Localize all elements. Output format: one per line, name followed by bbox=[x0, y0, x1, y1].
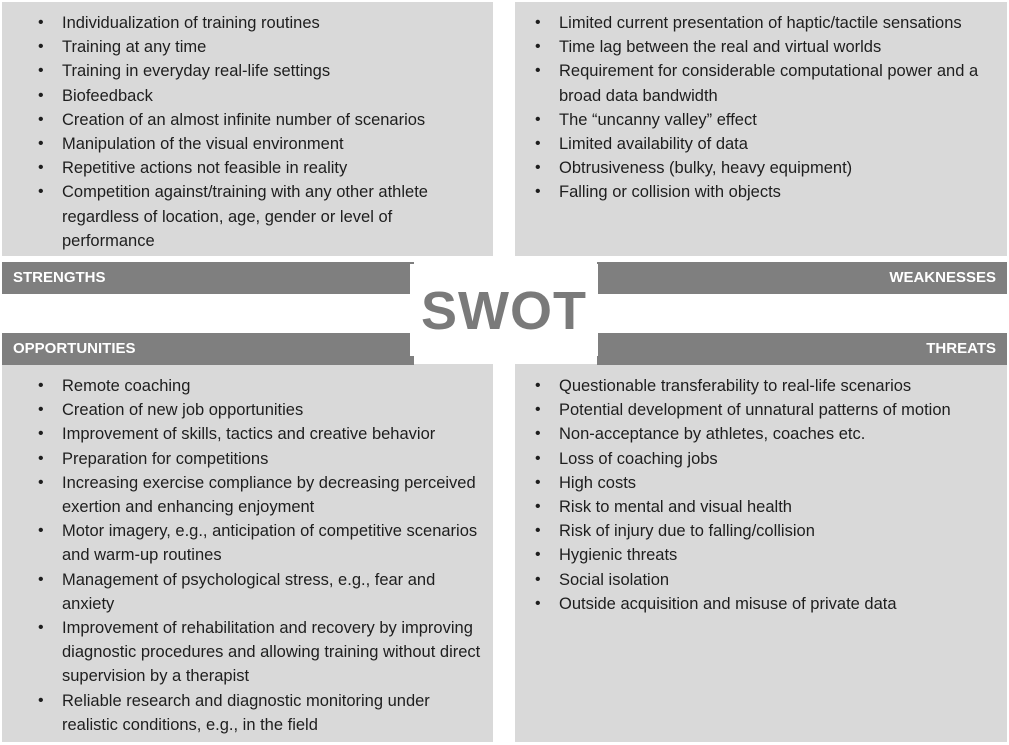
weaknesses-panel bbox=[515, 2, 1007, 256]
list-item: • Limited availability of data bbox=[535, 132, 997, 156]
opportunities-list bbox=[38, 374, 488, 737]
threats-label: THREATS bbox=[597, 333, 1007, 365]
list-item: • Outside acquisition and misuse of private data bbox=[535, 592, 997, 616]
list-item: • Hygienic threats bbox=[535, 543, 997, 567]
threats-panel bbox=[515, 364, 1007, 742]
list-item: • Requirement for considerable computational power and a broad data bandwidth bbox=[535, 59, 997, 107]
weaknesses-label: WEAKNESSES bbox=[597, 262, 1007, 294]
opportunities-label: OPPORTUNITIES bbox=[2, 333, 414, 365]
list-item: • Obtrusiveness (bulky, heavy equipment) bbox=[535, 156, 997, 180]
strengths-label: STRENGTHS bbox=[2, 262, 414, 294]
list-item: • Training in everyday real-life settings bbox=[38, 59, 488, 83]
list-item: • Biofeedback bbox=[38, 84, 488, 108]
list-item: • Loss of coaching jobs bbox=[535, 447, 997, 471]
list-item: • Improvement of rehabilitation and recovery by improving diagnostic procedures and allowing training without direct supervision by a therapist bbox=[38, 616, 488, 689]
list-item: • Non-acceptance by athletes, coaches etc. bbox=[535, 422, 997, 446]
swot-title: SWOT bbox=[421, 281, 587, 341]
list-item: • Motor imagery, e.g., anticipation of competitive scenarios and warm-up routines bbox=[38, 519, 488, 567]
strengths-list bbox=[38, 11, 488, 253]
list-item: • Reliable research and diagnostic monitoring under realistic conditions, e.g., in the field bbox=[38, 689, 488, 737]
list-item: • Limited current presentation of haptic/tactile sensations bbox=[535, 11, 997, 35]
list-item: • Creation of an almost infinite number of scenarios bbox=[38, 108, 488, 132]
threats-list bbox=[535, 374, 997, 616]
list-item: • Time lag between the real and virtual worlds bbox=[535, 35, 997, 59]
list-item: • Competition against/training with any other athlete regardless of location, age, gender or level of performance bbox=[38, 180, 488, 253]
list-item: • Remote coaching bbox=[38, 374, 488, 398]
list-item: • Individualization of training routines bbox=[38, 11, 488, 35]
list-item: • Creation of new job opportunities bbox=[38, 398, 488, 422]
opportunities-panel bbox=[2, 364, 493, 742]
list-item: • Manipulation of the visual environment bbox=[38, 132, 488, 156]
list-item: • Falling or collision with objects bbox=[535, 180, 997, 204]
list-item: • Preparation for competitions bbox=[38, 447, 488, 471]
list-item: • Increasing exercise compliance by decreasing perceived exertion and enhancing enjoyment bbox=[38, 471, 488, 519]
list-item: • Training at any time bbox=[38, 35, 488, 59]
list-item: • Management of psychological stress, e.g., fear and anxiety bbox=[38, 568, 488, 616]
list-item: • Risk of injury due to falling/collision bbox=[535, 519, 997, 543]
weaknesses-list bbox=[535, 11, 997, 205]
list-item: • Improvement of skills, tactics and creative behavior bbox=[38, 422, 488, 446]
list-item: • The “uncanny valley” effect bbox=[535, 108, 997, 132]
list-item: • Risk to mental and visual health bbox=[535, 495, 997, 519]
list-item: • Questionable transferability to real-life scenarios bbox=[535, 374, 997, 398]
list-item: • Repetitive actions not feasible in reality bbox=[38, 156, 488, 180]
strengths-panel bbox=[2, 2, 493, 256]
list-item: • High costs bbox=[535, 471, 997, 495]
list-item: • Social isolation bbox=[535, 568, 997, 592]
list-item: • Potential development of unnatural patterns of motion bbox=[535, 398, 997, 422]
